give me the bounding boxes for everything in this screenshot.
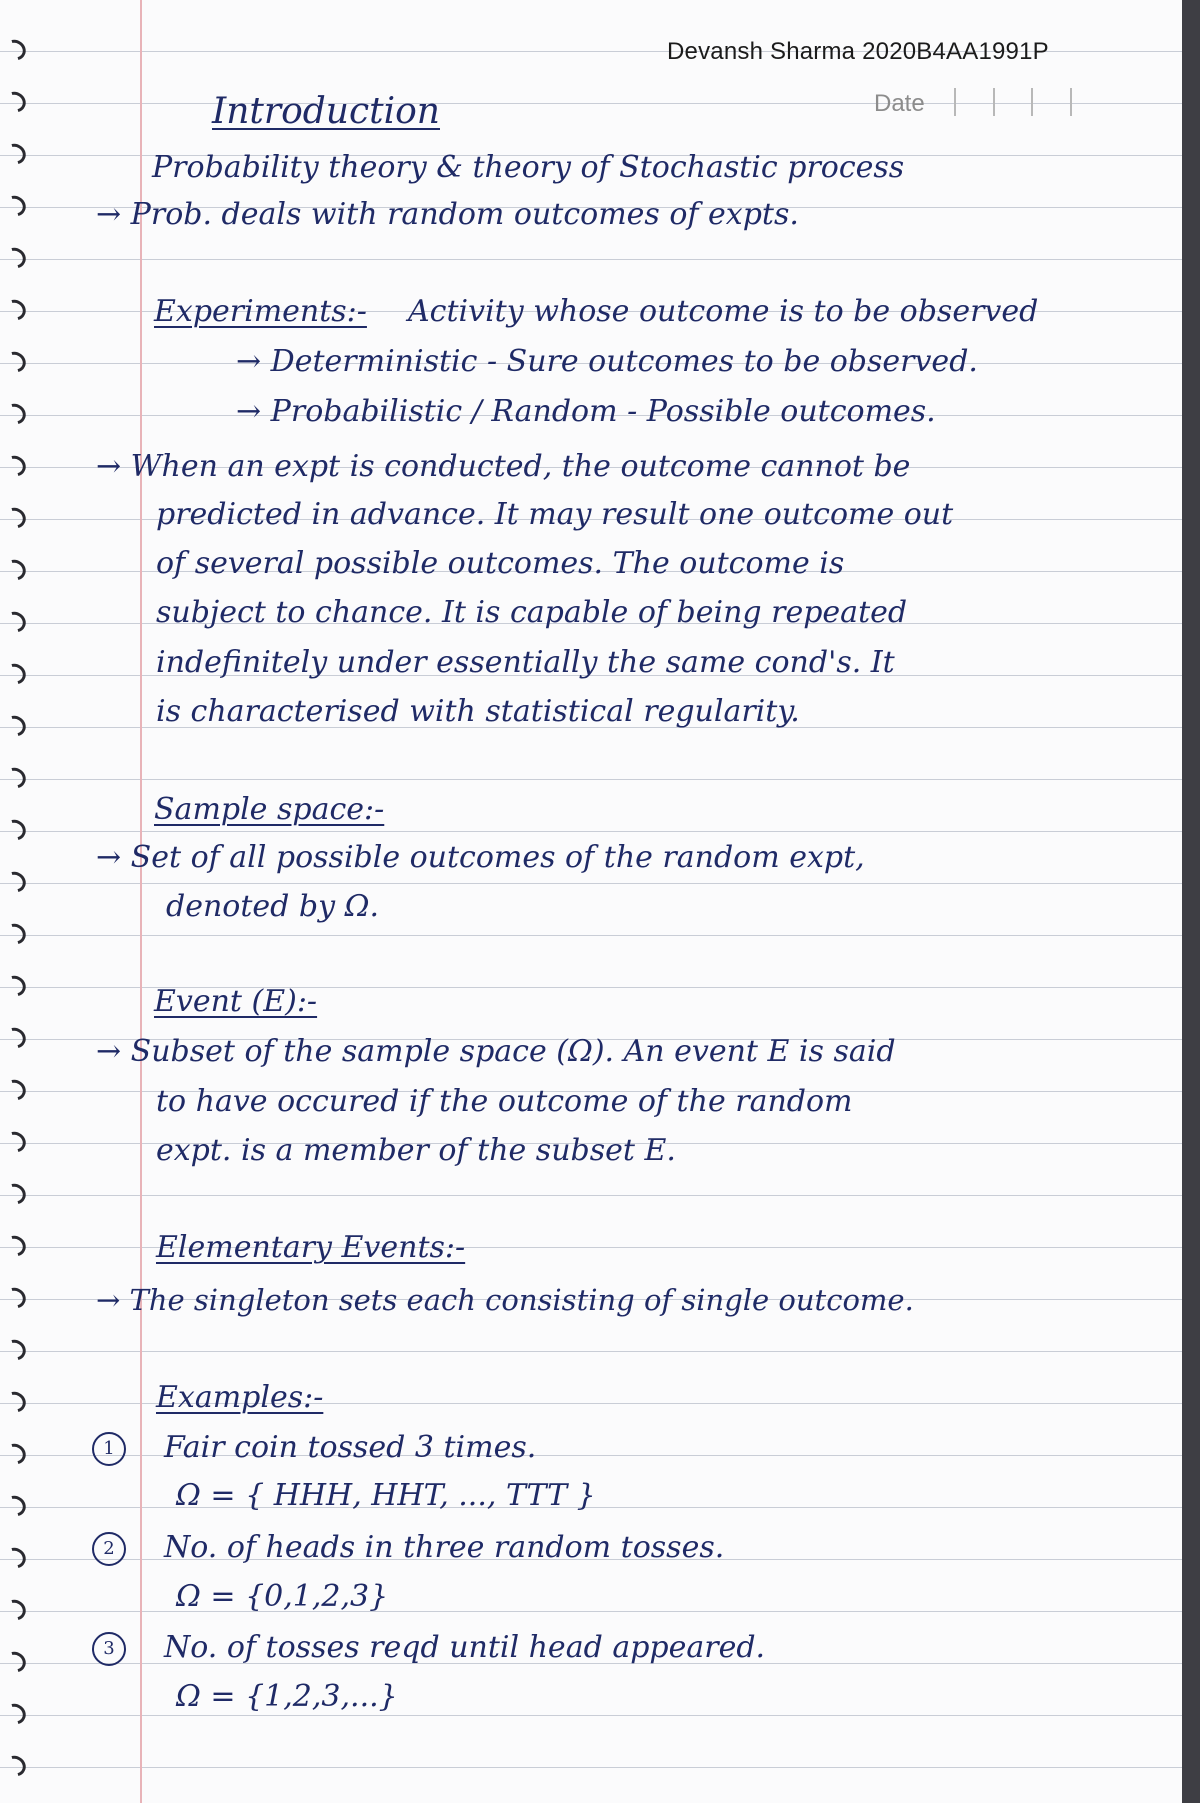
experiments-branch-deterministic: → Deterministic - Sure outcomes to be observed.: [236, 344, 978, 379]
example-number: 1: [92, 1432, 126, 1466]
elementary-title: Elementary Events:-: [156, 1230, 466, 1265]
spiral-hole: [0, 1648, 29, 1676]
spiral-hole: [0, 1752, 29, 1780]
spiral-hole: [0, 1024, 29, 1052]
event-line: to have occured if the outcome of the random: [156, 1084, 853, 1119]
spiral-hole: [0, 920, 29, 948]
experiments-para-line: of several possible outcomes. The outcome is: [156, 546, 845, 581]
experiments-para-line: → When an expt is conducted, the outcome cannot be: [96, 449, 911, 484]
spiral-hole: [0, 1284, 29, 1312]
spiral-hole: [0, 816, 29, 844]
example-number: 3: [92, 1632, 126, 1666]
example-set: Ω = { HHH, HHT, ..., TTT }: [176, 1478, 596, 1513]
intro-line-1: Probability theory & theory of Stochastic process: [152, 150, 905, 185]
example-set: Ω = {1,2,3,...}: [176, 1679, 398, 1714]
spiral-hole: [0, 296, 29, 324]
intro-line-2: → Prob. deals with random outcomes of expts.: [96, 197, 799, 232]
spiral-hole: [0, 1492, 29, 1520]
spiral-hole: [0, 1440, 29, 1468]
spiral-hole: [0, 1336, 29, 1364]
event-line: → Subset of the sample space (Ω). An event E is said: [96, 1034, 896, 1069]
spiral-hole: [0, 608, 29, 636]
example-set: Ω = {0,1,2,3}: [176, 1579, 389, 1614]
spiral-hole: [0, 972, 29, 1000]
spiral-hole: [0, 452, 29, 480]
event-line: expt. is a member of the subset E.: [156, 1133, 676, 1168]
spiral-hole: [0, 1544, 29, 1572]
spiral-hole: [0, 1596, 29, 1624]
sample-space-line: denoted by Ω.: [166, 889, 379, 924]
spiral-hole: [0, 88, 29, 116]
examples-title: Examples:-: [156, 1380, 324, 1415]
margin-line: [140, 0, 142, 1803]
experiments-definition: Activity whose outcome is to be observed: [408, 294, 1039, 329]
spiral-hole: [0, 1180, 29, 1208]
page-edge: [1182, 0, 1200, 1803]
intro-title: Introduction: [212, 91, 440, 132]
author-id: Devansh Sharma 2020B4AA1991P: [667, 38, 1049, 65]
spiral-hole: [0, 348, 29, 376]
spiral-hole: [0, 1700, 29, 1728]
sample-space-title: Sample space:-: [154, 792, 385, 827]
experiments-title: Experiments:-: [154, 294, 367, 329]
sample-space-line: → Set of all possible outcomes of the random expt,: [96, 840, 865, 875]
experiments-para-line: indefinitely under essentially the same cond's. It: [156, 645, 895, 680]
spiral-hole: [0, 660, 29, 688]
spiral-hole: [0, 36, 29, 64]
elementary-line: → The singleton sets each consisting of single outcome.: [96, 1283, 914, 1317]
spiral-hole: [0, 1388, 29, 1416]
spiral-hole: [0, 556, 29, 584]
spiral-hole: [0, 1076, 29, 1104]
event-title: Event (E):-: [154, 984, 318, 1019]
example-text: No. of heads in three random tosses.: [164, 1530, 725, 1565]
spiral-hole: [0, 192, 29, 220]
experiments-para-line: subject to chance. It is capable of being repeated: [156, 595, 908, 630]
spiral-hole: [0, 400, 29, 428]
spiral-hole: [0, 712, 29, 740]
spiral-hole: [0, 504, 29, 532]
example-text: No. of tosses reqd until head appeared.: [164, 1630, 766, 1665]
spiral-binding: [0, 0, 30, 1803]
spiral-hole: [0, 1232, 29, 1260]
experiments-branch-probabilistic: → Probabilistic / Random - Possible outcomes.: [236, 394, 936, 429]
spiral-hole: [0, 868, 29, 896]
date-label: Date: [874, 90, 925, 117]
example-text: Fair coin tossed 3 times.: [164, 1430, 537, 1465]
spiral-hole: [0, 244, 29, 272]
experiments-para-line: is characterised with statistical regularity.: [156, 694, 800, 729]
experiments-para-line: predicted in advance. It may result one outcome out: [156, 497, 954, 532]
spiral-hole: [0, 1128, 29, 1156]
date-boxes: [954, 88, 1072, 116]
spiral-hole: [0, 140, 29, 168]
example-number: 2: [92, 1532, 126, 1566]
spiral-hole: [0, 764, 29, 792]
